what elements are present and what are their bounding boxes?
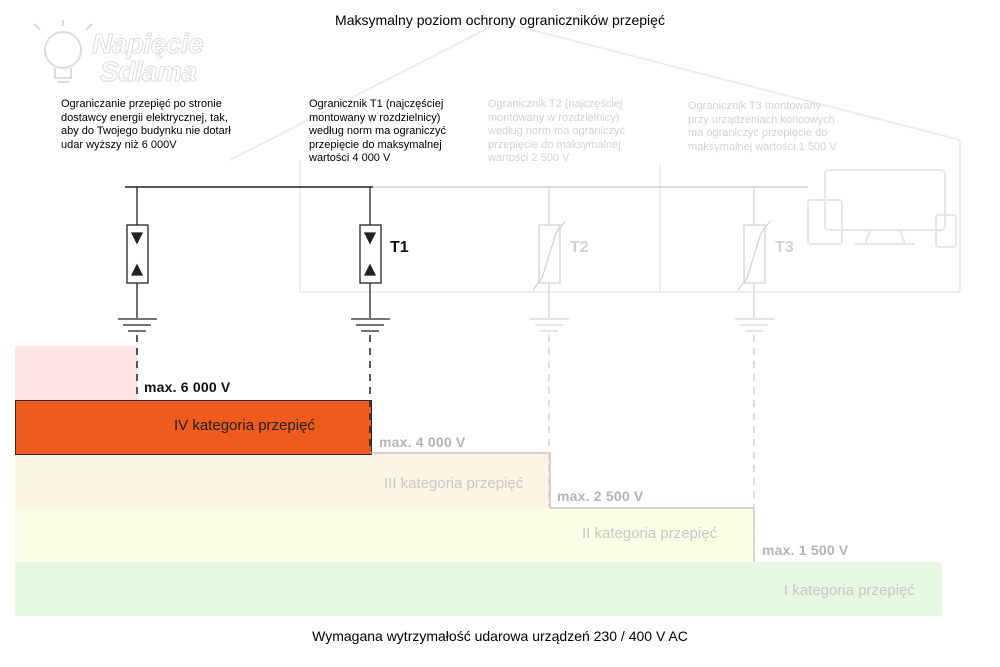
logo-text: Napięcie [92,28,204,59]
device-label-t3: T3 [775,239,794,256]
varistor-icon [738,187,770,318]
varistor-icon [533,187,565,318]
max-level-t2: max. 2 500 V [557,488,644,504]
ground-icon [735,319,774,331]
max-level-t3: max. 1 500 V [762,542,849,558]
utility-description: Ograniczanie przepięć po stronie dostawcy energii elektrycznej, tak, aby do Twojego budynku nie dotarł udar wyższy niż 6 000V [61,98,231,151]
category-iv-label: IV kategoria przepięć [174,417,315,434]
arrester-icon [360,187,381,318]
device-label-t1: T1 [390,239,409,256]
diagram-title: Maksymalny poziom ochrony ograniczników przepięć [335,12,665,28]
category-i-label: I kategoria przepięć [784,582,915,599]
ground-icon [530,319,569,331]
ground-icon [351,319,390,331]
logo-text: Sdlama [100,56,197,87]
max-level-t1: max. 4 000 V [379,434,466,450]
arrester-icon [127,187,148,318]
category-iii-label: III kategoria przepięć [384,475,524,492]
t3-description: Ogranicznik T3 montowany przy urządzeniach końcowych ma ograniczyć przepięcie do maksymalnej wartości 1 500 V [688,100,837,153]
device-label-t2: T2 [570,239,589,256]
t1-description: Ogranicznik T1 (najczęściej montowany w rozdzielnicy) według norm ma ograniczyć przepięcie do maksymalnej wartości 4 000 V [309,98,446,164]
ground-icon [118,319,157,331]
t2-description: Ogranicznik T2 (najczęściej montowany w rozdzielnicy) według norm ma ograniczyć przepięcie do maksymalnej wartości 2 500 V [488,98,625,164]
max-level-utility: max. 6 000 V [144,379,231,395]
diagram-footer: Wymagana wytrzymałość udarowa urządzeń 230 / 400 V AC [312,628,688,644]
category-ii-label: II kategoria przepięć [582,525,718,542]
